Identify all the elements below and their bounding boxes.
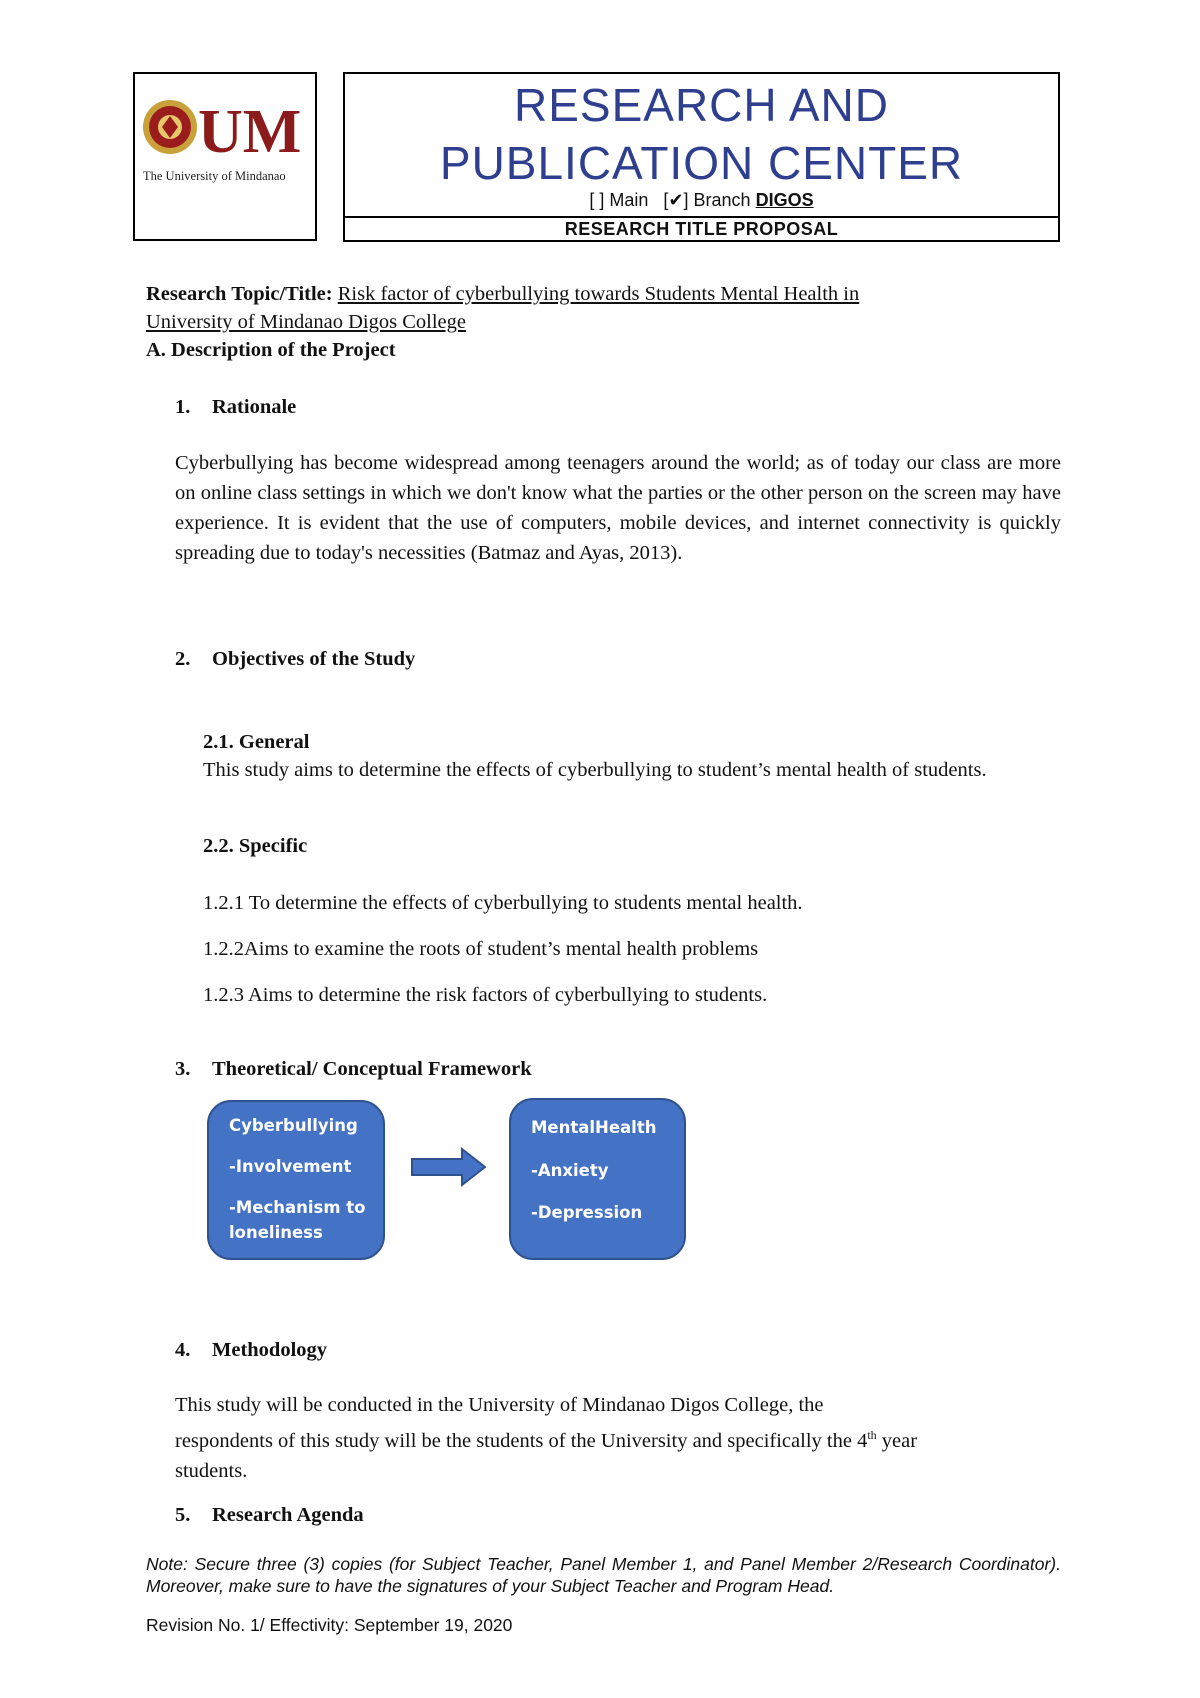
mental-health-box	[509, 1098, 686, 1260]
methodology-heading	[175, 1336, 327, 1364]
right-arrow-icon	[410, 1146, 488, 1188]
branch-checkbox-open: [	[663, 190, 669, 210]
logo-box	[133, 72, 317, 241]
general-heading: 2.1. General	[203, 731, 310, 753]
agenda-number: 5.	[175, 1504, 191, 1526]
rationale-heading	[175, 393, 296, 421]
objectives-title: Objectives of the Study	[212, 648, 416, 670]
specific-item: 1.2.2Aims to examine the roots of student’s mental health problems	[203, 938, 759, 960]
center-title	[345, 76, 1058, 192]
rationale-number: 1.	[175, 396, 191, 418]
methodology-line: students.	[175, 1459, 248, 1482]
methodology-line: respondents of this study will be the students of the University and specifically the 4	[175, 1429, 868, 1452]
specific-heading: 2.2. Specific	[203, 835, 308, 857]
revision-info: Revision No. 1/ Effectivity: September 19, 2020	[146, 1615, 513, 1635]
ordinal-superscript: th	[867, 1428, 877, 1442]
agenda-title: Research Agenda	[212, 1504, 364, 1526]
box-line: MentalHealth	[531, 1118, 657, 1137]
topic-label: Research Topic/Title:	[146, 283, 333, 305]
methodology-title: Methodology	[212, 1339, 328, 1361]
header-divider	[345, 216, 1058, 218]
framework-title: Theoretical/ Conceptual Framework	[212, 1058, 532, 1080]
methodology-body	[175, 1390, 1065, 1486]
university-seal-logo	[140, 92, 312, 202]
objectives-heading	[175, 645, 415, 673]
box-line: -Anxiety	[531, 1161, 609, 1180]
campus-selection	[345, 190, 1058, 211]
center-title-line1: RESEARCH AND	[514, 79, 889, 131]
box-line: -Involvement	[229, 1157, 352, 1176]
checkmark-icon: ✔	[668, 190, 684, 210]
methodology-line: This study will be conducted in the University of Mindanao Digos College, the	[175, 1394, 824, 1416]
rationale-title: Rationale	[212, 396, 297, 418]
cyberbullying-box	[207, 1100, 385, 1260]
section-a-heading: A. Description of the Project	[146, 339, 396, 361]
form-label: RESEARCH TITLE PROPOSAL	[564, 219, 839, 239]
svg-text:The University of Mindanao: The University of Mindanao	[143, 169, 286, 183]
center-title-line2: PUBLICATION CENTER	[439, 137, 964, 189]
methodology-number: 4.	[175, 1339, 191, 1361]
header-title-box	[343, 72, 1060, 242]
box-line: loneliness	[229, 1223, 323, 1242]
box-line: -Mechanism to	[229, 1198, 366, 1217]
rationale-body: Cyberbullying has become widespread among teenagers around the world; as of today our class are more on online class settings in which we don't know what the parties or the other person on the screen may have experience. It is evident that the use of computers, mobile devices, and internet connectivity is quickly spreading due to today's necessities (Batmaz and Ayas, 2013).	[175, 452, 1061, 564]
topic-title-line2: University of Mindanao Digos College	[146, 311, 466, 333]
topic-title-line1: Risk factor of cyberbullying towards Students Mental Health in	[337, 283, 860, 305]
branch-checkbox-label: ] Branch	[683, 190, 751, 210]
specific-item: 1.2.3 Aims to determine the risk factors of cyberbullying to students.	[203, 984, 768, 1006]
framework-number: 3.	[175, 1058, 191, 1080]
box-line: Cyberbullying	[229, 1116, 358, 1135]
main-checkbox: [ ] Main	[589, 190, 649, 210]
footer-note: Note: Secure three (3) copies (for Subject Teacher, Panel Member 1, and Panel Member 2/Research Coordinator). Moreover, make sure to have the signatures of your Subject Teacher and Program Head.	[146, 1554, 1061, 1596]
objectives-number: 2.	[175, 648, 191, 670]
specific-item: 1.2.1 To determine the effects of cyberbullying to students mental health.	[203, 892, 803, 914]
framework-heading	[175, 1055, 532, 1083]
svg-text:UM: UM	[198, 98, 302, 166]
methodology-line: year	[876, 1429, 918, 1452]
box-line: -Depression	[531, 1203, 643, 1222]
research-topic	[146, 280, 1066, 336]
agenda-heading	[175, 1501, 364, 1529]
branch-name: DIGOS	[755, 190, 814, 210]
general-body: This study aims to determine the effects of cyberbullying to student’s mental health of students.	[203, 759, 987, 781]
